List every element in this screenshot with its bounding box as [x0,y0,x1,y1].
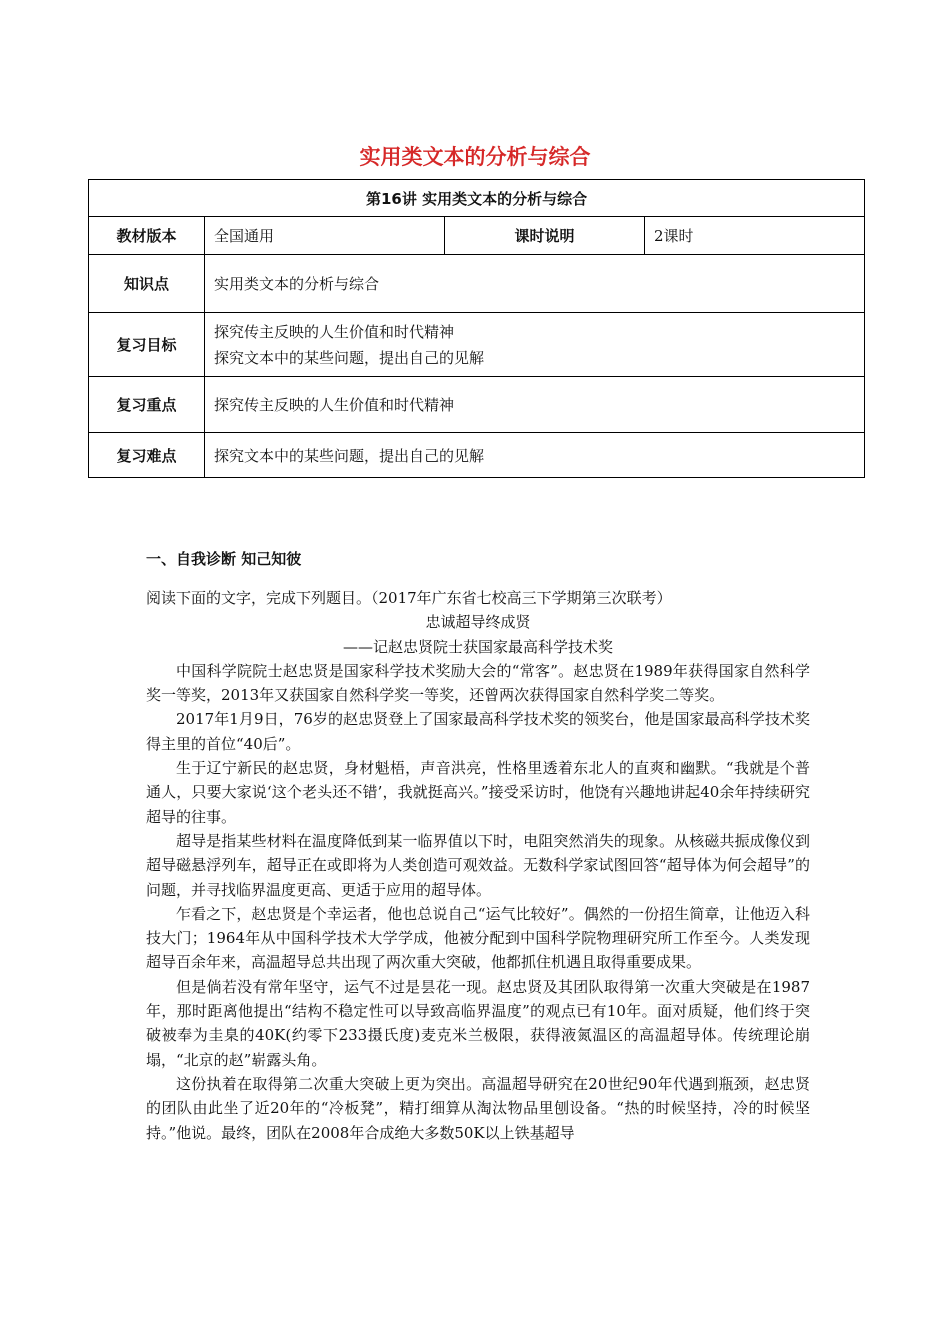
article-paragraph: 这份执着在取得第二次重大突破上更为突出。高温超导研究在20世纪90年代遇到瓶颈，赵忠贤的团队由此坐了近20年的“冷板凳”，精打细算从淘汰物品里刨设备。“热的时候坚持，冷的时候坚持。”他说。最终，团队在2008年合成绝大多数50K以上铁基超导 [146,1074,810,1142]
goal-label: 复习目标 [89,313,205,377]
section-heading: 一、自我诊断 知己知彼 [146,550,302,568]
lecture-heading: 第16讲 实用类文本的分析与综合 [89,180,865,217]
knowledge-row [89,255,865,313]
article-subtitle: ——记赵忠贤院士获国家最高科学技术奖 [342,637,613,656]
knowledge-value: 实用类文本的分析与综合 [205,255,865,313]
article-paragraph: 乍看之下，赵忠贤是个幸运者，他也总说自己“运气比较好”。偶然的一份招生简章，让他迈入科技大门；1964年从中国科学技术大学学成，他被分配到中国科学院物理研究所工作至今。人类发现超导百余年来，高温超导总共出现了两次重大突破，他都抓住机遇且取得重要成果。 [146,904,810,972]
page-title: 实用类文本的分析与综合 [359,145,591,169]
article-body [146,586,810,1145]
article-paragraph: 但是倘若没有常年坚守，运气不过是昙花一现。赵忠贤及其团队取得第一次重大突破是在1987年，那时距离他提出“结构不稳定性可以导致高临界温度”的观点已有10年。面对质疑，他们终于突破被奉为圭臬的40K(约零下233摄氏度)麦克米兰极限，获得液氮温区的高温超导体。传统理论崩塌，“北京的赵”崭露头角。 [146,977,810,1069]
article-paragraph: 2017年1月9日，76岁的赵忠贤登上了国家最高科学技术奖的领奖台，他是国家最高科学技术奖得主里的首位“40后”。 [146,710,810,753]
article-paragraph: 生于辽宁新民的赵忠贤，身材魁梧，声音洪亮，性格里透着东北人的直爽和幽默。“我就是个普通人，只要大家说‘这个老头还不错’，我就挺高兴。”接受采访时，他饶有兴趣地讲起40余年持续研究超导的往事。 [146,759,810,826]
goal-line: 探究传主反映的人生价值和时代精神 [214,322,455,341]
edition-label: 教材版本 [89,217,205,255]
article-paragraph: 中国科学院院士赵忠贤是国家科学技术奖励大会的“常客”。赵忠贤在1989年获得国家自然科学奖一等奖，2013年又获国家自然科学奖一等奖，还曾两次获得国家自然科学奖二等奖。 [146,661,810,705]
focus-value: 探究传主反映的人生价值和时代精神 [205,377,865,433]
goal-line: 探究文本中的某些问题，提出自己的见解 [214,348,485,367]
difficulty-label: 复习难点 [89,433,205,478]
focus-row [89,377,865,433]
course-info-table [88,179,865,478]
table-heading-row [89,180,865,217]
focus-label: 复习重点 [89,377,205,433]
goal-value [205,313,865,377]
difficulty-value: 探究文本中的某些问题，提出自己的见解 [205,433,865,478]
hours-value: 2课时 [645,217,865,255]
hours-label: 课时说明 [445,217,645,255]
article-paragraph: 超导是指某些材料在温度降低到某一临界值以下时，电阻突然消失的现象。从核磁共振成像仪到超导磁悬浮列车，超导正在或即将为人类创造可观效益。无数科学家试图回答“超导体为何会超导”的问题，并寻找临界温度更高、更适于应用的超导体。 [146,831,810,899]
reading-instruction: 阅读下面的文字，完成下列题目。（2017年广东省七校高三下学期第三次联考） [146,589,672,607]
article-title: 忠诚超导终成贤 [425,613,531,632]
goal-row [89,313,865,377]
edition-value: 全国通用 [205,217,445,255]
knowledge-label: 知识点 [89,255,205,313]
difficulty-row [89,433,865,478]
edition-row [89,217,865,255]
